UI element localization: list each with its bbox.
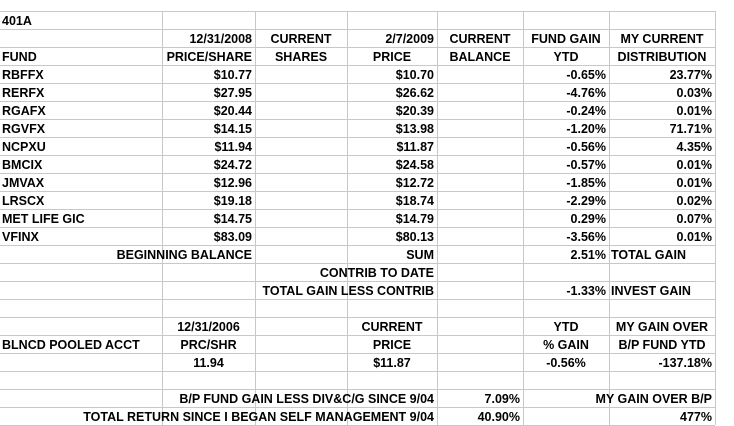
pooled-prc-shr: PRC/SHR xyxy=(180,338,237,352)
fund-price-current: $26.62 xyxy=(395,86,434,100)
fund-price-2008: $24.72 xyxy=(213,158,252,172)
header-ytd: YTD xyxy=(553,50,579,64)
invest-gain-value: -1.33% xyxy=(566,284,606,298)
fund-name: MET LIFE GIC xyxy=(2,212,85,226)
pooled-bp-fund-ytd: B/P FUND YTD xyxy=(618,338,706,352)
pooled-gain-over-value: -137.18% xyxy=(658,356,712,370)
total-gain-less-contrib-label: TOTAL GAIN LESS CONTRIB xyxy=(262,284,434,298)
fund-ytd-gain: -0.56% xyxy=(566,140,606,154)
fund-name: RERFX xyxy=(2,86,45,100)
my-gain-over-bp-label: MY GAIN OVER B/P xyxy=(595,392,712,406)
pooled-prc-value: 11.94 xyxy=(193,356,224,370)
fund-distribution: 0.03% xyxy=(676,86,712,100)
fund-distribution: 0.01% xyxy=(676,104,712,118)
fund-ytd-gain: -1.85% xyxy=(566,176,606,190)
fund-price-2008: $14.75 xyxy=(213,212,252,226)
bp-fund-gain-value: 7.09% xyxy=(484,392,520,406)
fund-ytd-gain: -0.24% xyxy=(566,104,606,118)
fund-price-2008: $83.09 xyxy=(213,230,252,244)
column-gridline xyxy=(255,11,256,425)
fund-distribution: 0.02% xyxy=(676,194,712,208)
contrib-to-date-label: CONTRIB TO DATE xyxy=(319,266,434,280)
header-current-balance-top: CURRENT xyxy=(449,32,511,46)
fund-ytd-gain: -4.76% xyxy=(566,86,606,100)
column-gridline xyxy=(715,11,716,425)
fund-price-current: $12.72 xyxy=(395,176,434,190)
fund-price-2008: $10.77 xyxy=(213,68,252,82)
fund-price-2008: $19.18 xyxy=(213,194,252,208)
fund-price-2008: $11.94 xyxy=(214,140,252,154)
fund-distribution: 0.01% xyxy=(676,158,712,172)
fund-ytd-gain: -0.57% xyxy=(566,158,606,172)
header-current-shares-top: CURRENT xyxy=(270,32,332,46)
fund-price-current: $24.58 xyxy=(395,158,434,172)
fund-ytd-gain: -1.20% xyxy=(566,122,606,136)
pooled-my-gain-over: MY GAIN OVER xyxy=(615,320,709,334)
pooled-date: 12/31/2006 xyxy=(177,320,240,334)
fund-price-current: $13.98 xyxy=(395,122,434,136)
header-fund-gain: FUND GAIN xyxy=(531,32,601,46)
fund-distribution: 0.01% xyxy=(676,230,712,244)
fund-name: NCPXU xyxy=(2,140,46,154)
header-date-2008: 12/31/2008 xyxy=(189,32,252,46)
fund-price-2008: $14.15 xyxy=(213,122,252,136)
header-price: PRICE xyxy=(372,50,412,64)
fund-name: BMCIX xyxy=(2,158,43,172)
pooled-account-label: BLNCD POOLED ACCT xyxy=(2,338,140,352)
header-balance: BALANCE xyxy=(449,50,511,64)
fund-distribution: 0.01% xyxy=(676,176,712,190)
fund-price-current: $80.13 xyxy=(395,230,434,244)
fund-distribution: 71.71% xyxy=(669,122,712,136)
fund-price-current: $20.39 xyxy=(395,104,434,118)
fund-name: RGVFX xyxy=(2,122,46,136)
total-gain-value: 2.51% xyxy=(570,248,606,262)
header-distribution: DISTRIBUTION xyxy=(617,50,707,64)
fund-price-current: $10.70 xyxy=(395,68,434,82)
pooled-current: CURRENT xyxy=(361,320,423,334)
beginning-balance-label: BEGINNING BALANCE xyxy=(116,248,252,262)
fund-distribution: 0.07% xyxy=(676,212,712,226)
fund-price-current: $11.87 xyxy=(396,140,434,154)
pooled-pct-gain-value: -0.56% xyxy=(546,356,586,370)
gain-over-bp-value: 477% xyxy=(680,410,712,424)
fund-distribution: 4.35% xyxy=(676,140,712,154)
bp-fund-gain-label: B/P FUND GAIN LESS DIV&C/G SINCE 9/04 xyxy=(179,392,434,406)
header-fund: FUND xyxy=(2,50,37,64)
header-price-share: PRICE/SHARE xyxy=(166,50,252,64)
pooled-price: PRICE xyxy=(372,338,412,352)
pooled-ytd: YTD xyxy=(553,320,579,334)
sheet-title: 401A xyxy=(2,14,32,28)
fund-price-current: $18.74 xyxy=(395,194,434,208)
fund-ytd-gain: 0.29% xyxy=(570,212,606,226)
header-my-current: MY CURRENT xyxy=(620,32,704,46)
fund-price-current: $14.79 xyxy=(395,212,434,226)
fund-name: VFINX xyxy=(2,230,39,244)
total-return-label: TOTAL RETURN SINCE I BEGAN SELF MANAGEMENT 9/04 xyxy=(83,410,434,424)
fund-price-2008: $20.44 xyxy=(213,104,252,118)
fund-ytd-gain: -0.65% xyxy=(566,68,606,82)
header-date-2009: 2/7/2009 xyxy=(385,32,434,46)
fund-price-2008: $12.96 xyxy=(213,176,252,190)
fund-name: LRSCX xyxy=(2,194,45,208)
sum-label: SUM xyxy=(406,248,434,262)
total-gain-label: TOTAL GAIN xyxy=(611,248,686,262)
fund-name: RGAFX xyxy=(2,104,46,118)
fund-ytd-gain: -3.56% xyxy=(566,230,606,244)
pooled-price-value: $11.87 xyxy=(373,356,411,370)
column-gridline xyxy=(437,11,438,425)
fund-name: RBFFX xyxy=(2,68,44,82)
invest-gain-label: INVEST GAIN xyxy=(611,284,691,298)
fund-name: JMVAX xyxy=(2,176,45,190)
fund-distribution: 23.77% xyxy=(669,68,712,82)
header-shares: SHARES xyxy=(274,50,328,64)
fund-ytd-gain: -2.29% xyxy=(566,194,606,208)
fund-price-2008: $27.95 xyxy=(213,86,252,100)
pooled-pct-gain: % GAIN xyxy=(543,338,589,352)
total-return-value: 40.90% xyxy=(477,410,520,424)
